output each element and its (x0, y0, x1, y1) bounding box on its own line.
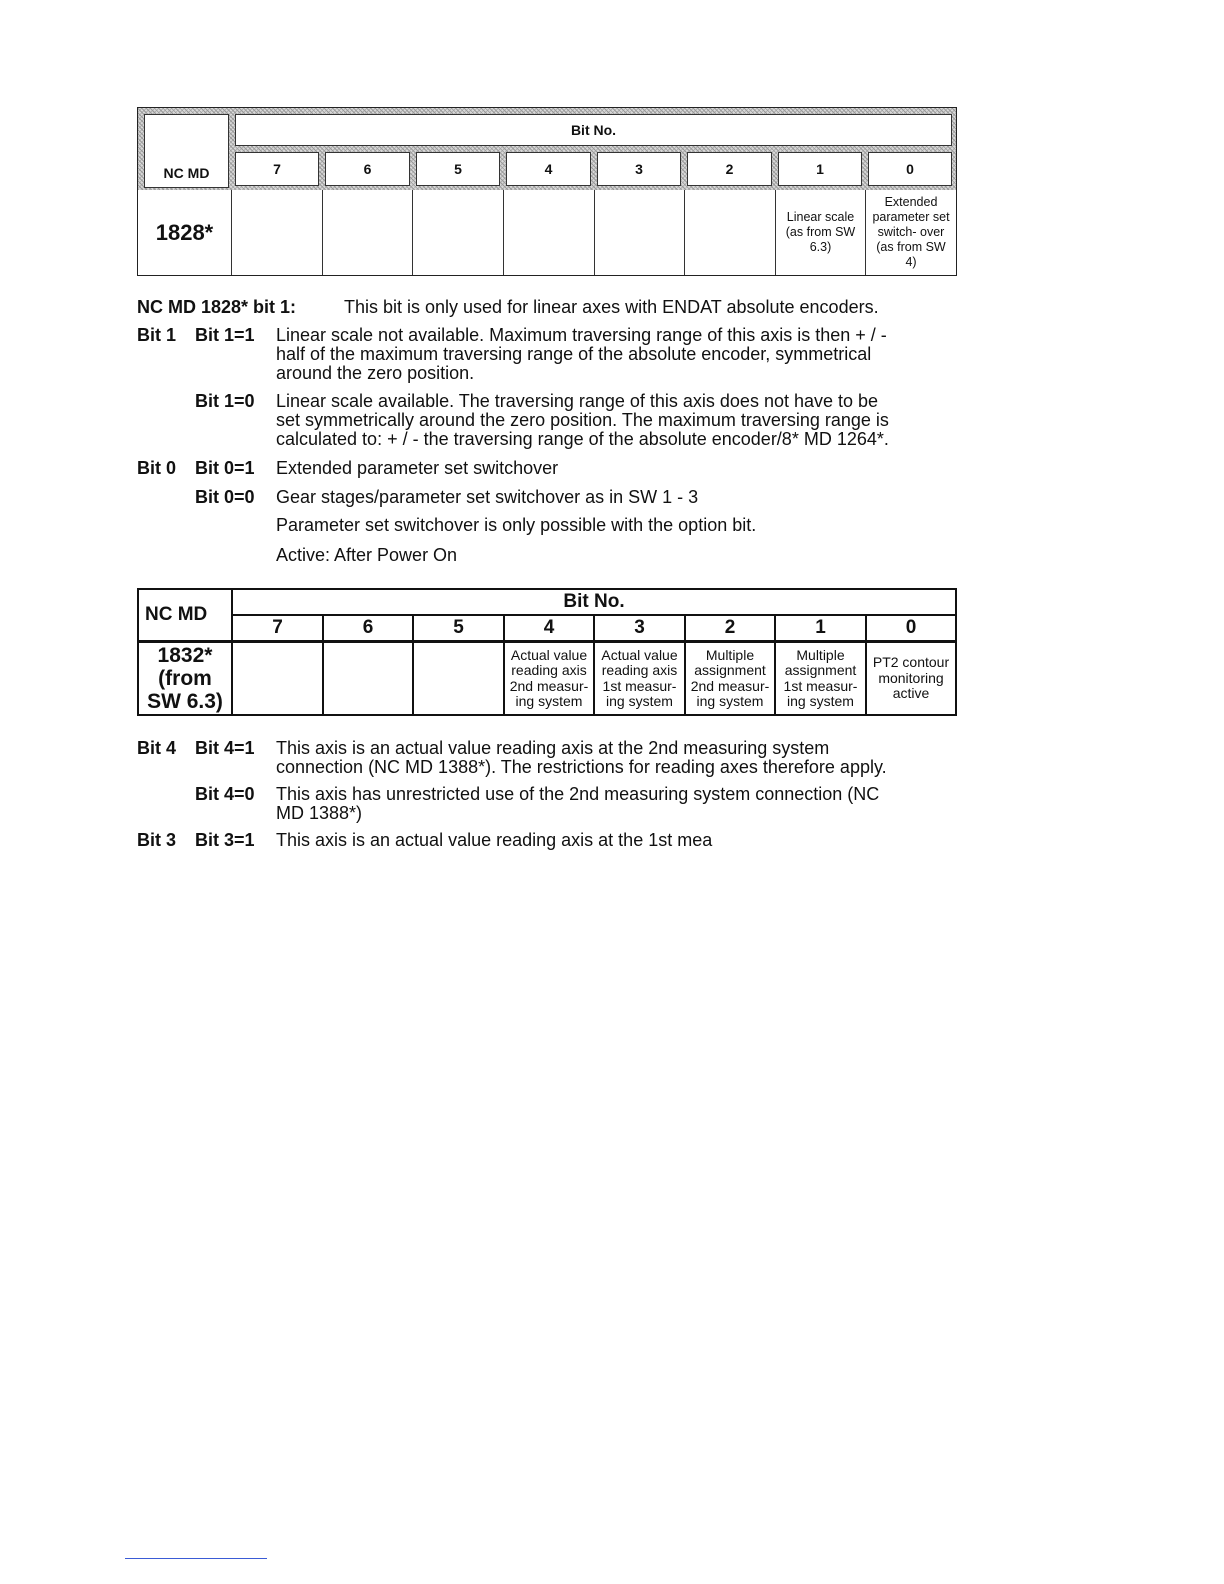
bit0-0-text: Gear stages/parameter set switchover as in SW 1 - 3 (276, 487, 699, 507)
bit-0-header: 0 (905, 617, 917, 638)
bit-1-cell: Linear scale (as from SW 6.3) (775, 190, 865, 275)
bit-7-header: 7 (235, 152, 319, 186)
bit-6-cell (324, 643, 412, 714)
bit-no-header: Bit No. (563, 591, 625, 612)
table-header (138, 108, 956, 190)
bit-2-cell: Multiple assignment 2nd measur- ing system (690, 646, 770, 709)
footnote-divider (125, 1558, 267, 1559)
bit0-0-label: Bit 0=0 (195, 487, 255, 507)
bit4-0-line1: This axis has unrestricted use of the 2nd measuring system connection (NC (276, 784, 880, 804)
bit1-0-line1: Linear scale available. The traversing range of this axis does not have to be (276, 391, 879, 411)
bit0-label: Bit 0 (137, 458, 177, 478)
bit-3-header: 3 (634, 617, 645, 638)
bit-0-cell: PT2 contour monitoring active (872, 654, 950, 702)
bit-1-header: 1 (815, 617, 826, 638)
bit3-label: Bit 3 (137, 830, 177, 850)
nc-md-header: NC MD (144, 114, 229, 188)
bit4-0-label: Bit 4=0 (195, 784, 255, 804)
intro-text: This bit is only used for linear axes with ENDAT absolute encoders. (344, 297, 879, 317)
bit-5-cell (412, 190, 503, 275)
bit-no-header: Bit No. (235, 114, 952, 146)
bit-4-header: 4 (543, 617, 555, 638)
bit1-1-line3: around the zero position. (276, 363, 475, 383)
bit-1-cell: Multiple assignment 1st measur- ing system (783, 646, 858, 709)
bit-7-cell (233, 643, 322, 714)
bit-4-cell (503, 190, 594, 275)
active-note: Active: After Power On (276, 545, 458, 565)
nc-md-header: NC MD (145, 604, 208, 625)
bit-5-cell (414, 643, 503, 714)
bit-table-1832 (137, 588, 957, 716)
bit0-1-label: Bit 0=1 (195, 458, 255, 478)
bit-7-cell (231, 190, 322, 275)
bit-3-cell: Actual value reading axis 1st measur- ing system (601, 646, 678, 709)
bit-6-cell (322, 190, 412, 275)
bit-5-header: 5 (453, 617, 464, 638)
bit-3-header: 3 (597, 152, 681, 186)
bit-2-header: 2 (724, 617, 736, 638)
bit1-1-line2: half of the maximum traversing range of the absolute encoder, symmetrical (276, 344, 872, 364)
md-number: 1828* (155, 220, 214, 245)
bit-2-header: 2 (687, 152, 772, 186)
bit-6-header: 6 (325, 152, 410, 186)
md-number-line-1: 1832* (157, 644, 213, 667)
bit-table-1828 (137, 107, 957, 276)
bit1-0-line2: set symmetrically around the zero position. The maximum traversing range is (276, 410, 889, 430)
bit1-label: Bit 1 (137, 325, 177, 345)
option-note: Parameter set switchover is only possible with the option bit. (276, 515, 757, 535)
bit4-label: Bit 4 (137, 738, 177, 758)
bit-5-header: 5 (416, 152, 500, 186)
bit1-0-label: Bit 1=0 (195, 391, 255, 411)
bit1-1-label: Bit 1=1 (195, 325, 255, 345)
bit-0-header: 0 (868, 152, 952, 186)
bit-0-cell: Extended parameter set switch- over (as from SW 4) (865, 190, 956, 275)
md-number-line-3: SW 6.3) (147, 690, 223, 713)
table-row (138, 190, 956, 275)
bit-7-header: 7 (272, 617, 283, 638)
bit3-1-text: This axis is an actual value reading axis at the 1st mea (276, 830, 713, 850)
bit3-1-label: Bit 3=1 (195, 830, 255, 850)
bit-4-cell: Actual value reading axis 2nd measur- ing system (509, 646, 589, 709)
md-number (139, 643, 231, 714)
bit-6-header: 6 (362, 617, 374, 638)
bit4-1-label: Bit 4=1 (195, 738, 255, 758)
bit0-1-text: Extended parameter set switchover (276, 458, 559, 478)
bit-3-cell (594, 190, 684, 275)
bit-2-cell (684, 190, 775, 275)
bit4-1-line2: connection (NC MD 1388*). The restrictions for reading axes therefore apply. (276, 757, 887, 777)
section-title: NC MD 1828* bit 1: (137, 297, 297, 317)
bit-1-header: 1 (778, 152, 862, 186)
md-number-line-2: (from (158, 667, 212, 690)
bit4-1-line1: This axis is an actual value reading axis at the 2nd measuring system (276, 738, 830, 758)
bit1-1-line1: Linear scale not available. Maximum traversing range of this axis is then + / - (276, 325, 887, 345)
bit-4-header: 4 (506, 152, 591, 186)
bit1-0-line3: calculated to: + / - the traversing range of the absolute encoder/8* MD 1264*. (276, 429, 889, 449)
bit4-0-line2: MD 1388*) (276, 803, 363, 823)
